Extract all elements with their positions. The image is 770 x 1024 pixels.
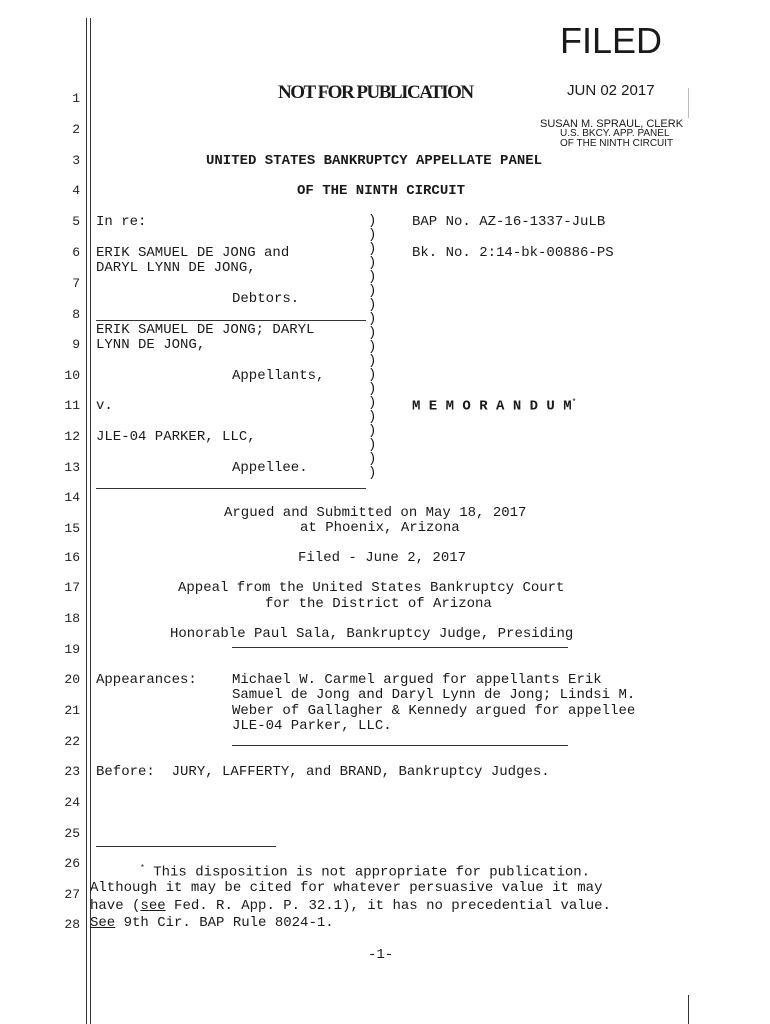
line-number: 8 (72, 307, 80, 322)
filed-stamp-title: FILED (560, 20, 663, 61)
footnote-text-1: This disposition is not appropriate for publication. (144, 864, 591, 881)
footnote-text-3b: Fed. R. App. P. 32.1), it has no precedential value. (165, 898, 611, 914)
appearances-line3: Weber of Gallagher & Kennedy argued for appellee (232, 703, 636, 719)
appellee-name: JLE-04 PARKER, LLC, (96, 429, 256, 445)
appellants-names-line2: LYNN DE JONG, (96, 337, 206, 353)
appearances-label: Appearances: (96, 672, 197, 688)
bap-number: BAP No. AZ-16-1337-JuLB (412, 214, 606, 230)
footnote-separator (96, 846, 276, 847)
caption-divider-1 (96, 320, 366, 321)
line-number: 3 (72, 153, 80, 168)
line-number: 9 (72, 337, 80, 352)
footnote-line3 (90, 898, 611, 914)
in-re-label: In re: (96, 214, 147, 230)
caption-divider-2 (96, 488, 366, 489)
bk-number: Bk. No. 2:14-bk-00886-PS (412, 245, 614, 261)
line-number: 21 (64, 703, 80, 718)
memorandum-title (412, 398, 576, 415)
memorandum-text: M E M O R A N D U M (412, 398, 572, 415)
versus-label: v. (96, 398, 113, 414)
appearances-line1: Michael W. Carmel argued for appellants Erik (232, 672, 602, 688)
line-number: 22 (64, 734, 80, 749)
body-divider-1 (232, 647, 568, 648)
appeal-from-line2: for the District of Arizona (265, 596, 492, 612)
line-number: 17 (64, 580, 80, 595)
appellants-label: Appellants, (232, 368, 325, 384)
line-number: 6 (72, 245, 80, 260)
footnote-marker: * (140, 864, 145, 873)
appeal-from-line1: Appeal from the United States Bankruptcy Court (178, 580, 565, 596)
line-number: 24 (64, 795, 80, 810)
presiding-judge: Honorable Paul Sala, Bankruptcy Judge, Presiding (170, 626, 574, 642)
footnote-see-1: see (140, 898, 166, 914)
caption-parentheses: ) ) ) ) ) ) ) ) ) ) ) ) ) ) ) ) ) ) ) (368, 213, 377, 481)
line-number: 12 (64, 429, 80, 444)
line-number: 27 (64, 887, 80, 902)
appearances-line4: JLE-04 Parker, LLC. (232, 718, 392, 734)
appearances-line2: Samuel de Jong and Daryl Lynn de Jong; Lindsi M. (232, 687, 636, 703)
filed-stamp-clerk: SUSAN M. SPRAUL, CLERK (540, 118, 684, 130)
filed-date-line: Filed - June 2, 2017 (298, 550, 467, 566)
line-number: 7 (72, 276, 80, 291)
appellee-label: Appellee. (232, 460, 308, 476)
right-margin-rule (688, 995, 689, 1024)
line-number: 4 (72, 183, 80, 198)
line-number: 10 (64, 368, 80, 383)
argued-line2: at Phoenix, Arizona (300, 520, 460, 536)
line-number: 11 (64, 398, 80, 413)
line-number: 20 (64, 672, 80, 687)
court-name-line1: UNITED STATES BANKRUPTCY APPELLATE PANEL (206, 153, 543, 169)
body-divider-2 (232, 745, 568, 746)
line-number: 28 (64, 917, 80, 932)
line-number: 23 (64, 764, 80, 779)
filed-stamp-panel: U.S. BKCY. APP. PANEL (560, 128, 670, 139)
not-for-publication: NOT FOR PUBLICATION (278, 82, 473, 103)
left-margin-rule-outer (86, 18, 87, 1024)
debtors-names-line2: DARYL LYNN DE JONG, (96, 260, 256, 276)
filed-stamp-circuit: OF THE NINTH CIRCUIT (560, 138, 674, 149)
line-number: 25 (64, 826, 80, 841)
line-number: 16 (64, 550, 80, 565)
footnote-line1 (140, 864, 590, 881)
right-margin-rule-top (688, 88, 689, 118)
filed-stamp-date: JUN 02 2017 (567, 82, 655, 99)
line-number: 14 (64, 490, 80, 505)
court-name-line2: OF THE NINTH CIRCUIT (297, 183, 466, 199)
line-number: 18 (64, 611, 80, 626)
line-number: 1 (72, 91, 80, 106)
line-number: 2 (72, 122, 80, 137)
memorandum-footnote-marker: * (571, 398, 577, 407)
page-number: -1- (368, 947, 394, 963)
appellants-names-line1: ERIK SAMUEL DE JONG; DARYL (96, 322, 315, 338)
argued-line1: Argued and Submitted on May 18, 2017 (224, 505, 527, 521)
debtors-names-line1: ERIK SAMUEL DE JONG and (96, 245, 290, 261)
footnote-text-4: 9th Cir. BAP Rule 8024-1. (115, 915, 334, 931)
footnote-line2: Although it may be cited for whatever persuasive value it may (90, 880, 603, 896)
line-number: 15 (64, 521, 80, 536)
left-margin-rule-inner (90, 18, 91, 1024)
line-number: 19 (64, 642, 80, 657)
before-judges: Before: JURY, LAFFERTY, and BRAND, Bankruptcy Judges. (96, 764, 550, 780)
footnote-text-3a: have ( (90, 898, 141, 914)
footnote-line4 (90, 915, 334, 931)
debtors-label: Debtors. (232, 291, 300, 307)
line-number: 5 (72, 214, 80, 229)
line-number: 26 (64, 856, 80, 871)
footnote-see-2: See (90, 915, 116, 931)
line-number: 13 (64, 460, 80, 475)
